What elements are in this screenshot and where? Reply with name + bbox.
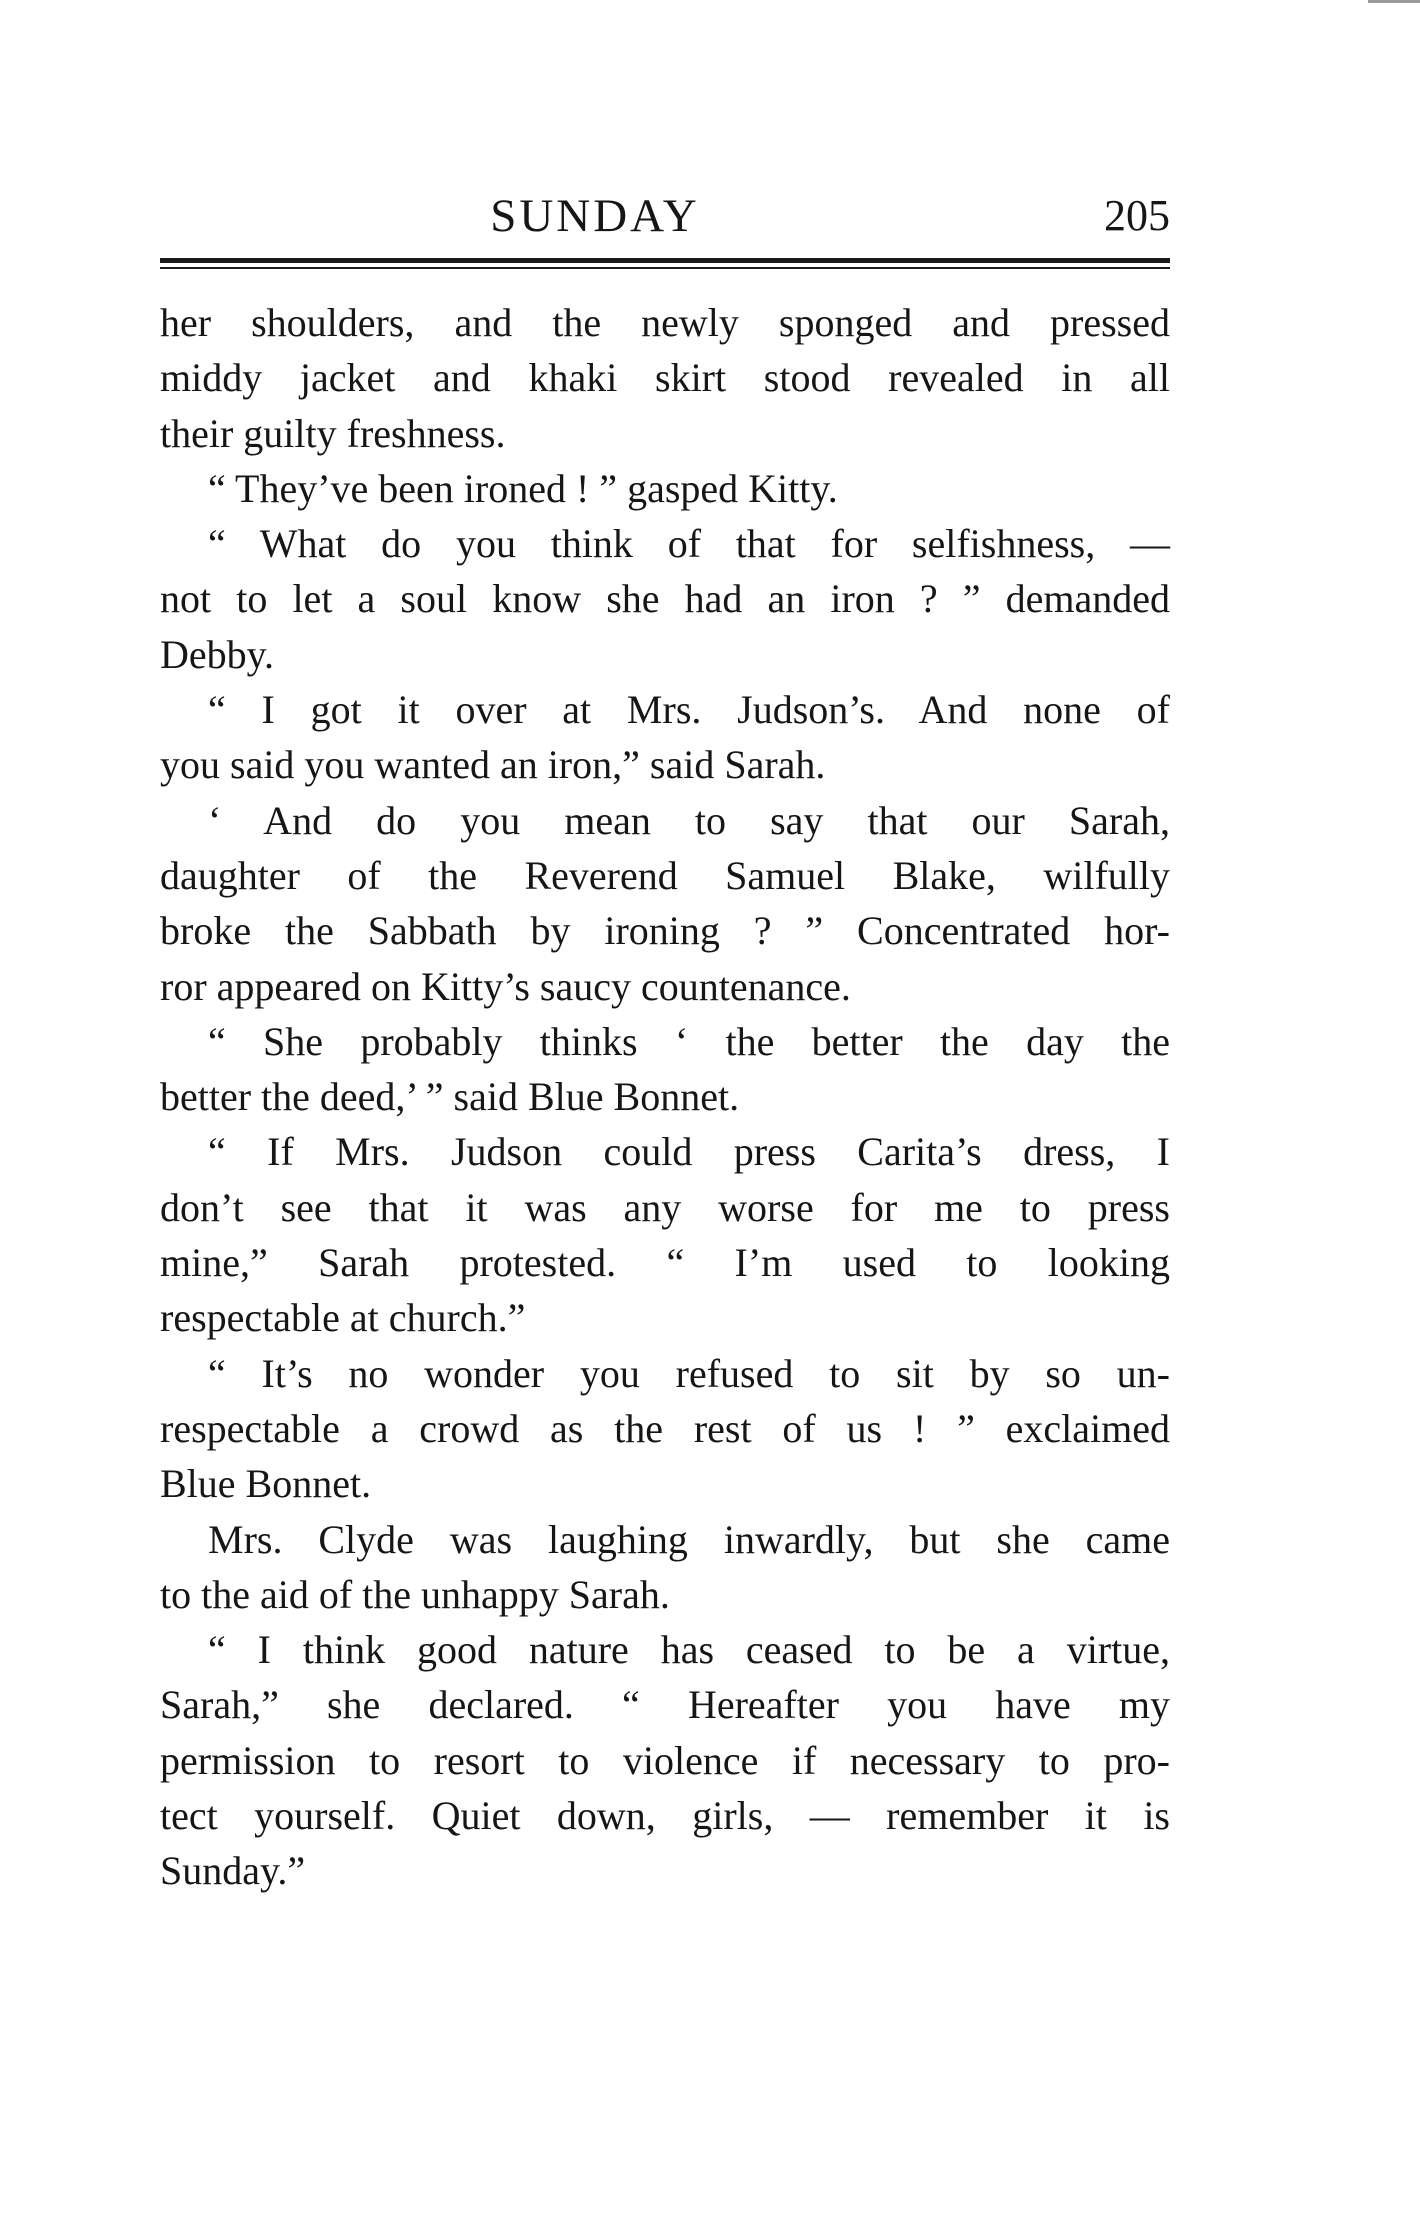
text-line: her shoulders, and the newly sponged and pressed xyxy=(160,300,1170,345)
text-line: “ I got it over at Mrs. Judson’s. And none of xyxy=(208,687,1170,733)
text-line: Sunday.” xyxy=(160,1848,306,1894)
text-line: not to let a soul know she had an iron ? ” demanded xyxy=(160,576,1170,622)
text-line: “ It’s no wonder you refused to sit by so un- xyxy=(208,1350,1170,1396)
text-line: Blue Bonnet. xyxy=(160,1461,372,1507)
text-line: middy jacket and khaki skirt stood revealed in all xyxy=(160,355,1170,401)
text-line: “ She probably thinks ‘ the better the day the xyxy=(208,1018,1170,1064)
text-line: better the deed,’ ” said Blue Bonnet. xyxy=(160,1074,740,1120)
running-title: SUNDAY xyxy=(490,190,700,242)
text-line: Mrs. Clyde was laughing inwardly, but she came xyxy=(208,1516,1170,1562)
text-line: permission to resort to violence if necessary to pro- xyxy=(160,1737,1170,1783)
text-line: respectable at church.” xyxy=(160,1295,526,1341)
header-rule-thin xyxy=(160,267,1170,269)
text-line: “ What do you think of that for selfishness, — xyxy=(208,521,1170,567)
text-line: daughter of the Reverend Samuel Blake, wilfully xyxy=(160,852,1170,898)
scan-edge-mark xyxy=(1368,0,1420,3)
page-number: 205 xyxy=(1104,191,1170,240)
text-line: tect yourself. Quiet down, girls, — remember it is xyxy=(160,1793,1170,1839)
text-line: their guilty freshness. xyxy=(160,410,506,456)
text-line: broke the Sabbath by ironing ? ” Concentrated hor- xyxy=(160,908,1170,954)
text-line: “ If Mrs. Judson could press Carita’s dress, I xyxy=(208,1129,1170,1175)
page-header xyxy=(160,186,1170,246)
text-line: ‘ And do you mean to say that our Sarah, xyxy=(208,797,1170,843)
text-line: Sarah,” she declared. “ Hereafter you have my xyxy=(160,1682,1170,1728)
text-line: to the aid of the unhappy Sarah. xyxy=(160,1571,670,1617)
text-line: respectable a crowd as the rest of us ! ” exclaimed xyxy=(160,1405,1170,1451)
text-line: “ They’ve been ironed ! ” gasped Kitty. xyxy=(208,465,838,511)
text-line: you said you wanted an iron,” said Sarah. xyxy=(160,742,826,788)
text-line: ror appeared on Kitty’s saucy countenance. xyxy=(160,963,851,1009)
text-line: “ I think good nature has ceased to be a virtue, xyxy=(208,1627,1170,1673)
text-line: Debby. xyxy=(160,631,275,677)
body-text xyxy=(160,295,1170,1899)
header-rule-thick xyxy=(160,258,1170,263)
text-line: don’t see that it was any worse for me to press xyxy=(160,1184,1170,1230)
text-line: mine,” Sarah protested. “ I’m used to looking xyxy=(160,1240,1170,1286)
